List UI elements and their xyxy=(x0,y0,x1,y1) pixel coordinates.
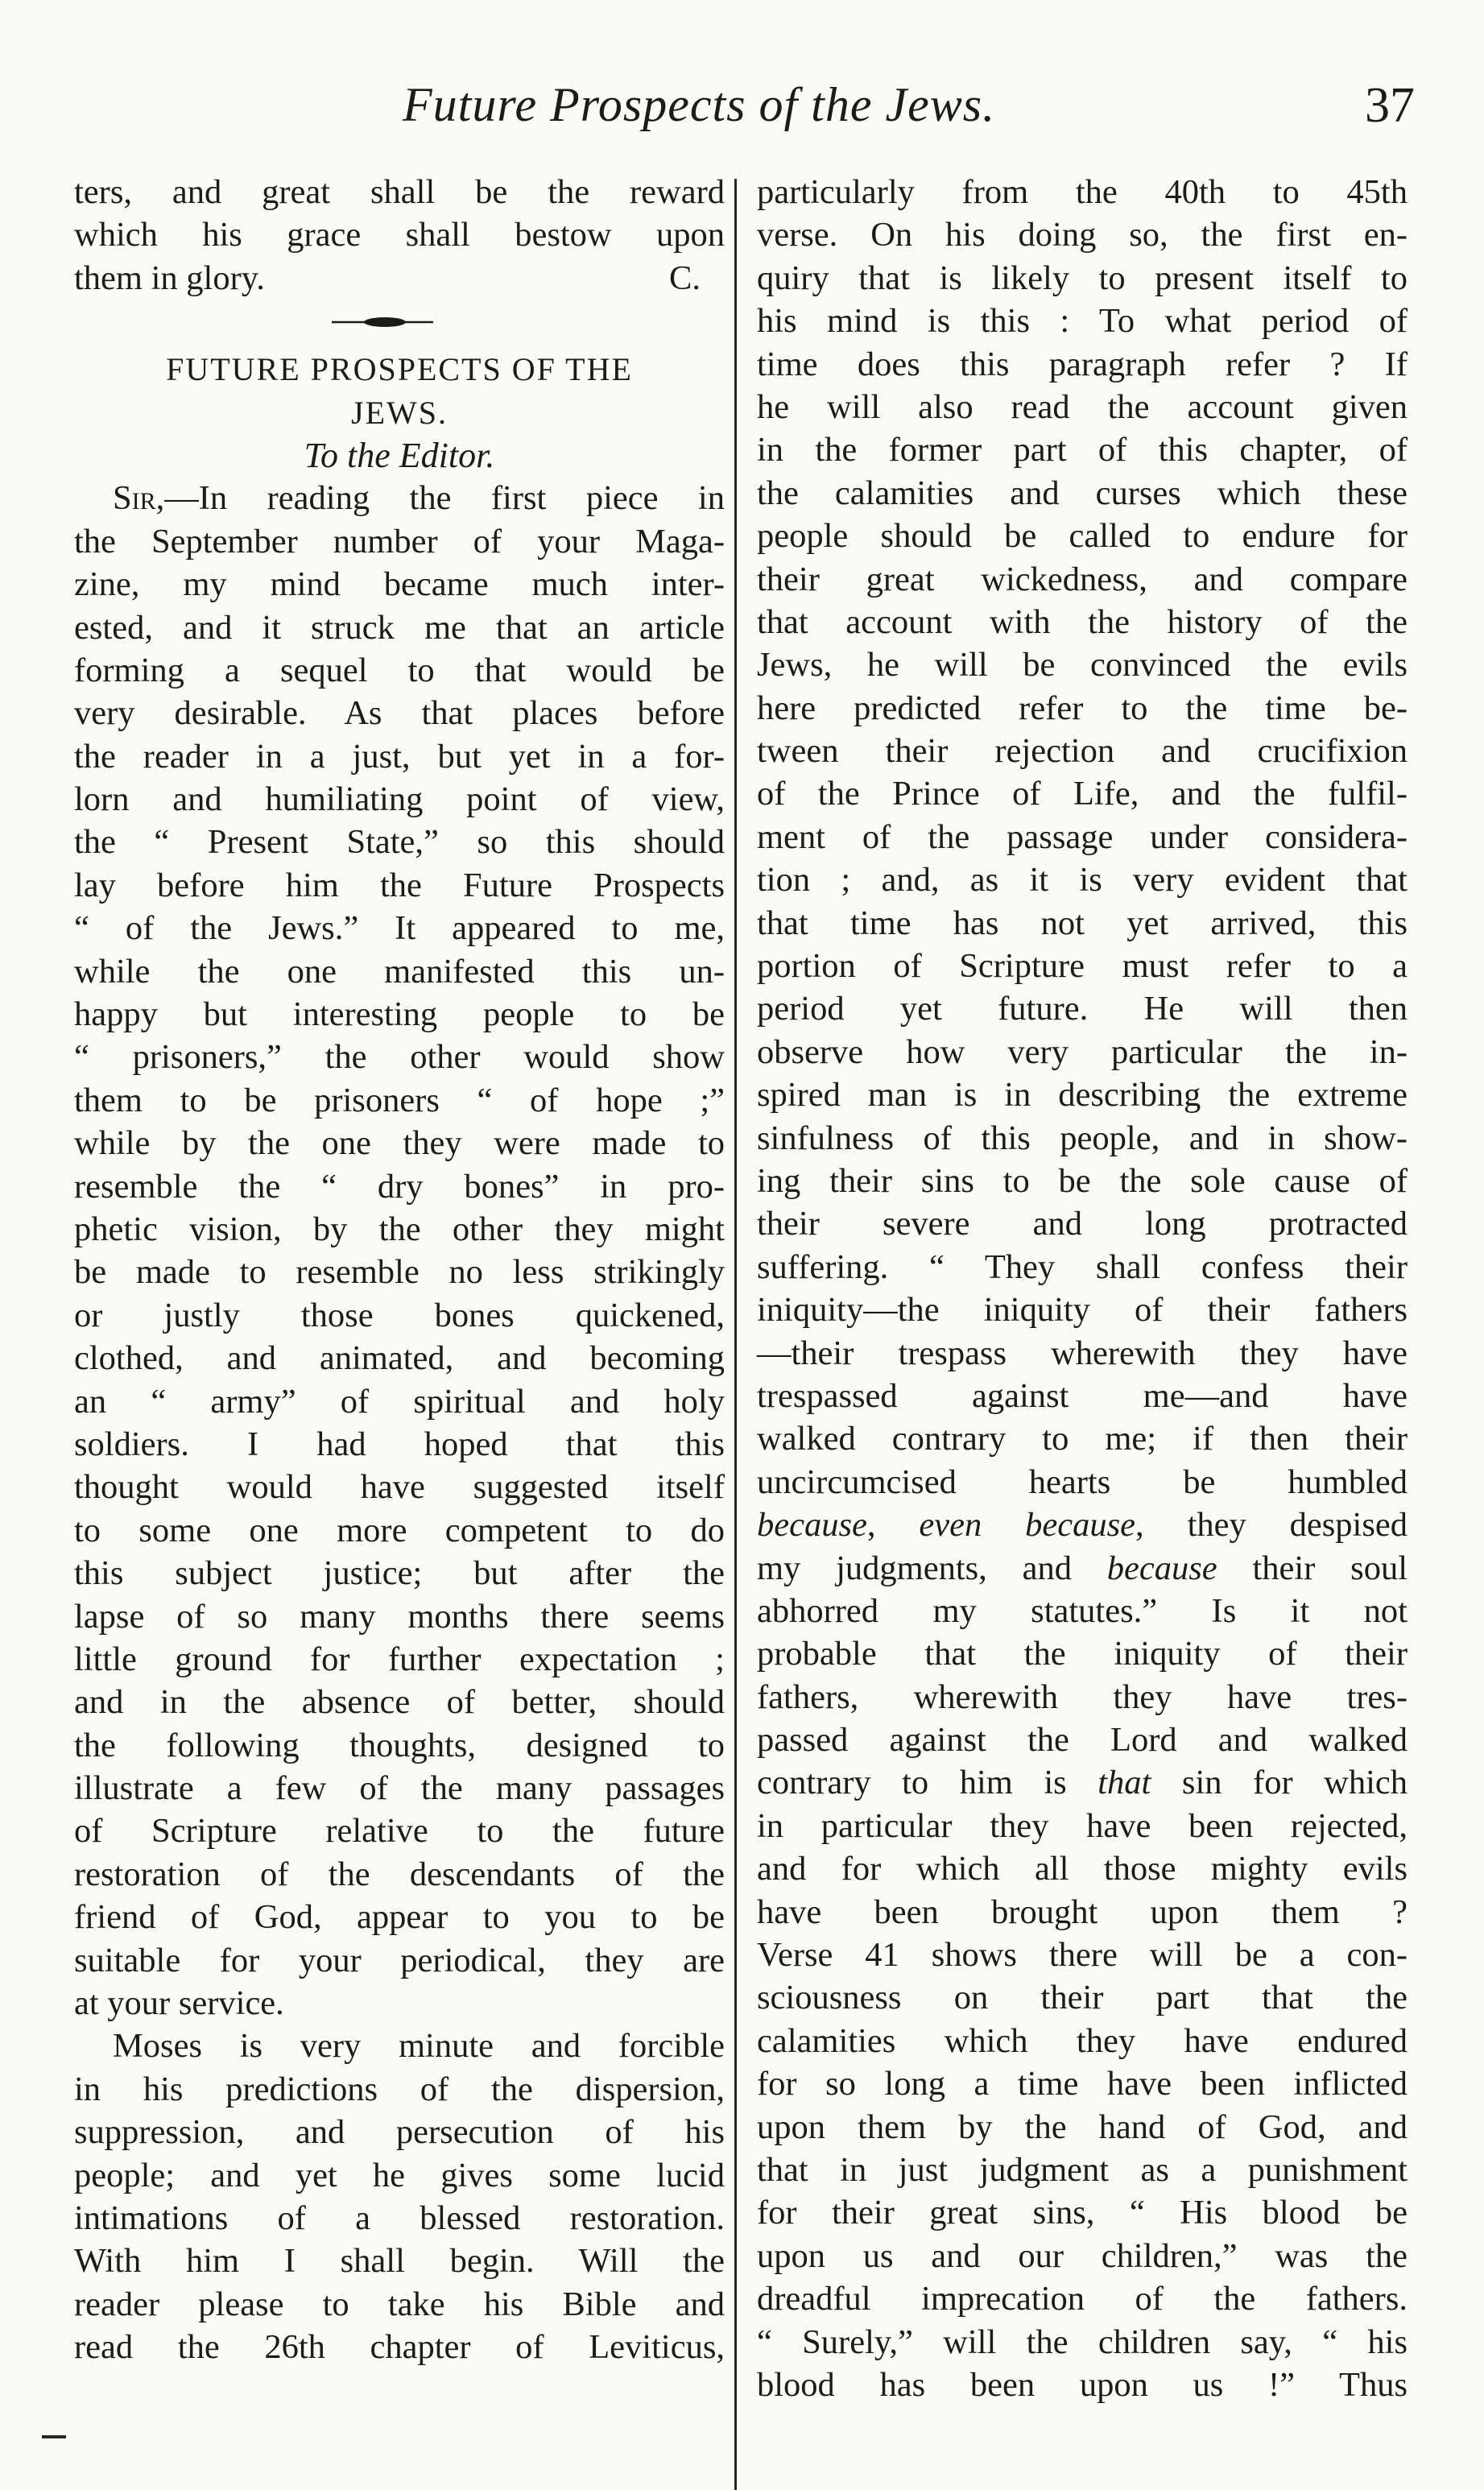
body-line: ment of the passage under considera- xyxy=(757,817,1408,856)
body-line: read the 26th chapter of Leviticus, xyxy=(74,2328,725,2367)
body-line: my judgments, and because their soul xyxy=(757,1549,1408,1587)
body-line: intimations of a blessed restoration. xyxy=(74,2198,725,2237)
body-line: suitable for your periodical, they are xyxy=(74,1941,725,1979)
author-signature: C. xyxy=(669,259,701,297)
paragraph-2 xyxy=(74,2025,725,2368)
body-line: here predicted refer to the time be- xyxy=(757,689,1408,727)
salutation-word: Sir, xyxy=(113,479,165,518)
body-line: while by the one they were made to xyxy=(74,1124,725,1163)
body-line: have been brought upon them ? xyxy=(757,1892,1408,1931)
body-line: verse. On his doing so, the first en- xyxy=(757,216,1408,254)
body-line: in his predictions of the dispersion, xyxy=(74,2070,725,2108)
body-line: which his grace shall bestow upon xyxy=(74,216,725,254)
body-line: for their great sins, “ His blood be xyxy=(757,2194,1408,2232)
running-head xyxy=(0,77,1484,150)
body-line: passed against the Lord and walked xyxy=(757,1721,1408,1760)
running-title: Future Prospects of the Jews. xyxy=(403,78,996,131)
body-line: Jews, he will be convinced the evils xyxy=(757,646,1408,685)
divider-ornament-icon xyxy=(330,314,435,330)
body-line: friend of God, appear to you to be xyxy=(74,1898,725,1937)
body-line: restoration of the descendants of the xyxy=(74,1855,725,1893)
body-line: dreadful imprecation of the fathers. xyxy=(757,2280,1408,2318)
body-line: tween their rejection and crucifixion xyxy=(757,732,1408,771)
body-line: at your service. xyxy=(74,1984,284,2023)
body-line: tion ; and, as it is very evident that xyxy=(757,861,1408,900)
body-line: in particular they have been rejected, xyxy=(757,1806,1408,1845)
body-line: that in just judgment as a punishment xyxy=(757,2150,1408,2189)
body-line: clothed, and animated, and becoming xyxy=(74,1339,725,1378)
body-line: lay before him the Future Prospects xyxy=(74,866,725,904)
body-line: “ of the Jews.” It appeared to me, xyxy=(74,909,725,948)
body-line: calamities which they have endured xyxy=(757,2021,1408,2060)
body-line: because, even because, they despised xyxy=(757,1506,1408,1545)
column-rule xyxy=(734,179,737,2490)
body-line: walked contrary to me; if then their xyxy=(757,1420,1408,1458)
body-line: to some one more competent to do xyxy=(74,1511,725,1549)
body-line: this subject justice; but after the xyxy=(74,1554,725,1593)
body-line: phetic vision, by the other they might xyxy=(74,1210,725,1248)
article-salutation: To the Editor. xyxy=(304,435,495,475)
right-column xyxy=(757,171,1408,2406)
body-line: the September number of your Maga- xyxy=(74,522,725,560)
body-line: fathers, wherewith they have tres- xyxy=(757,1677,1408,1716)
paragraph-opening-line xyxy=(74,477,725,519)
body-line: illustrate a few of the many passages xyxy=(74,1769,725,1808)
body-line: soldiers. I had hoped that this xyxy=(74,1425,725,1463)
body-line: he will also read the account given xyxy=(757,387,1408,426)
body-line: particularly from the 40th to 45th xyxy=(757,173,1408,211)
body-line: very desirable. As that places before xyxy=(74,694,725,733)
body-line: in the former part of this chapter, of xyxy=(757,431,1408,469)
body-line: forming a sequel to that would be xyxy=(74,651,725,689)
emphasis-text: that xyxy=(1097,1764,1151,1802)
body-line: and in the absence of better, should xyxy=(74,1683,725,1722)
body-line: the calamities and curses which these xyxy=(757,474,1408,512)
body-line: people; and yet he gives some lucid xyxy=(74,2156,725,2194)
body-line: zine, my mind became much inter- xyxy=(74,565,725,604)
article-heading: FUTURE PROSPECTS OF THE xyxy=(166,351,633,388)
body-line: reader please to take his Bible and xyxy=(74,2285,725,2323)
body-line: while the one manifested this un- xyxy=(74,952,725,991)
body-line: upon us and our children,” was the xyxy=(757,2236,1408,2275)
body-line: abhorred my statutes.” Is it not xyxy=(757,1591,1408,1630)
body-line: upon them by the hand of God, and xyxy=(757,2107,1408,2146)
page-edge-mark xyxy=(42,2435,66,2438)
body-line: blood has been upon us !” Thus xyxy=(757,2365,1408,2404)
body-line: portion of Scripture must refer to a xyxy=(757,947,1408,986)
opening-line-text: —In reading the first piece in xyxy=(164,479,725,518)
body-line: lorn and humiliating point of view, xyxy=(74,780,725,819)
body-line: thought would have suggested itself xyxy=(74,1468,725,1507)
body-line: uncircumcised hearts be humbled xyxy=(757,1462,1408,1501)
body-line: iniquity—the iniquity of their fathers xyxy=(757,1291,1408,1330)
left-column xyxy=(74,171,725,2369)
body-line: the following thoughts, designed to xyxy=(74,1726,725,1764)
body-line: Verse 41 shows there will be a con- xyxy=(757,1936,1408,1975)
page-number: 37 xyxy=(1365,78,1415,133)
paragraph-1 xyxy=(74,477,725,2025)
body-line: observe how very particular the in- xyxy=(757,1032,1408,1071)
body-line: an “ army” of spiritual and holy xyxy=(74,1382,725,1421)
body-line: their great wickedness, and compare xyxy=(757,560,1408,598)
body-line: resemble the “ dry bones” in pro- xyxy=(74,1167,725,1206)
body-line: that time has not yet arrived, this xyxy=(757,904,1408,942)
body-line: suppression, and persecution of his xyxy=(74,2113,725,2152)
body-line: ters, and great shall be the reward xyxy=(74,173,725,211)
article-heading-continued: JEWS. xyxy=(351,394,448,431)
body-line: and for which all those mighty evils xyxy=(757,1850,1408,1888)
body-line: With him I shall begin. Will the xyxy=(74,2242,725,2281)
body-line: contrary to him is that sin for which xyxy=(757,1764,1408,1802)
body-line: period yet future. He will then xyxy=(757,990,1408,1028)
emphasis-text: because xyxy=(757,1506,867,1545)
body-line: of Scripture relative to the future xyxy=(74,1812,725,1851)
body-line: “ prisoners,” the other would show xyxy=(74,1038,725,1077)
body-line: sinfulness of this people, and in show- xyxy=(757,1119,1408,1157)
body-line: time does this paragraph refer ? If xyxy=(757,345,1408,383)
body-line: his mind is this : To what period of xyxy=(757,302,1408,341)
body-line: the “ Present State,” so this should xyxy=(74,823,725,862)
emphasis-text: because xyxy=(1106,1549,1217,1587)
body-line: quiry that is likely to present itself to xyxy=(757,259,1408,297)
body-line-text: them in glory. xyxy=(74,259,265,297)
body-line: people should be called to endure for xyxy=(757,517,1408,556)
body-line: happy but interesting people to be xyxy=(74,995,725,1034)
body-line: little ground for further expectation ; xyxy=(74,1640,725,1678)
body-line: sciousness on their part that the xyxy=(757,1979,1408,2017)
body-line: of the Prince of Life, and the fulfil- xyxy=(757,775,1408,813)
body-line: suffering. “ They shall confess their xyxy=(757,1247,1408,1286)
body-line: probable that the iniquity of their xyxy=(757,1635,1408,1673)
body-line: spired man is in describing the extreme xyxy=(757,1076,1408,1115)
body-line: their severe and long protracted xyxy=(757,1205,1408,1243)
body-line: for so long a time have been inflicted xyxy=(757,2065,1408,2103)
body-line: lapse of so many months there seems xyxy=(74,1597,725,1636)
body-line: or justly those bones quickened, xyxy=(74,1296,725,1334)
body-line: ested, and it struck me that an article xyxy=(74,608,725,647)
body-line: them to be prisoners “ of hope ;” xyxy=(74,1081,725,1119)
body-line: that account with the history of the xyxy=(757,602,1408,641)
body-line: “ Surely,” will the children say, “ his xyxy=(757,2322,1408,2361)
body-line: —their trespass wherewith they have xyxy=(757,1334,1408,1372)
body-line: ing their sins to be the sole cause of xyxy=(757,1161,1408,1200)
body-line: the reader in a just, but yet in a for- xyxy=(74,737,725,776)
emphasis-text: even because xyxy=(919,1506,1136,1545)
body-line xyxy=(74,257,725,300)
body-line: trespassed against me—and have xyxy=(757,1376,1408,1415)
body-line: be made to resemble no less strikingly xyxy=(74,1253,725,1292)
body-line: Moses is very minute and forcible xyxy=(113,2027,725,2066)
section-divider-ornament xyxy=(74,300,725,348)
